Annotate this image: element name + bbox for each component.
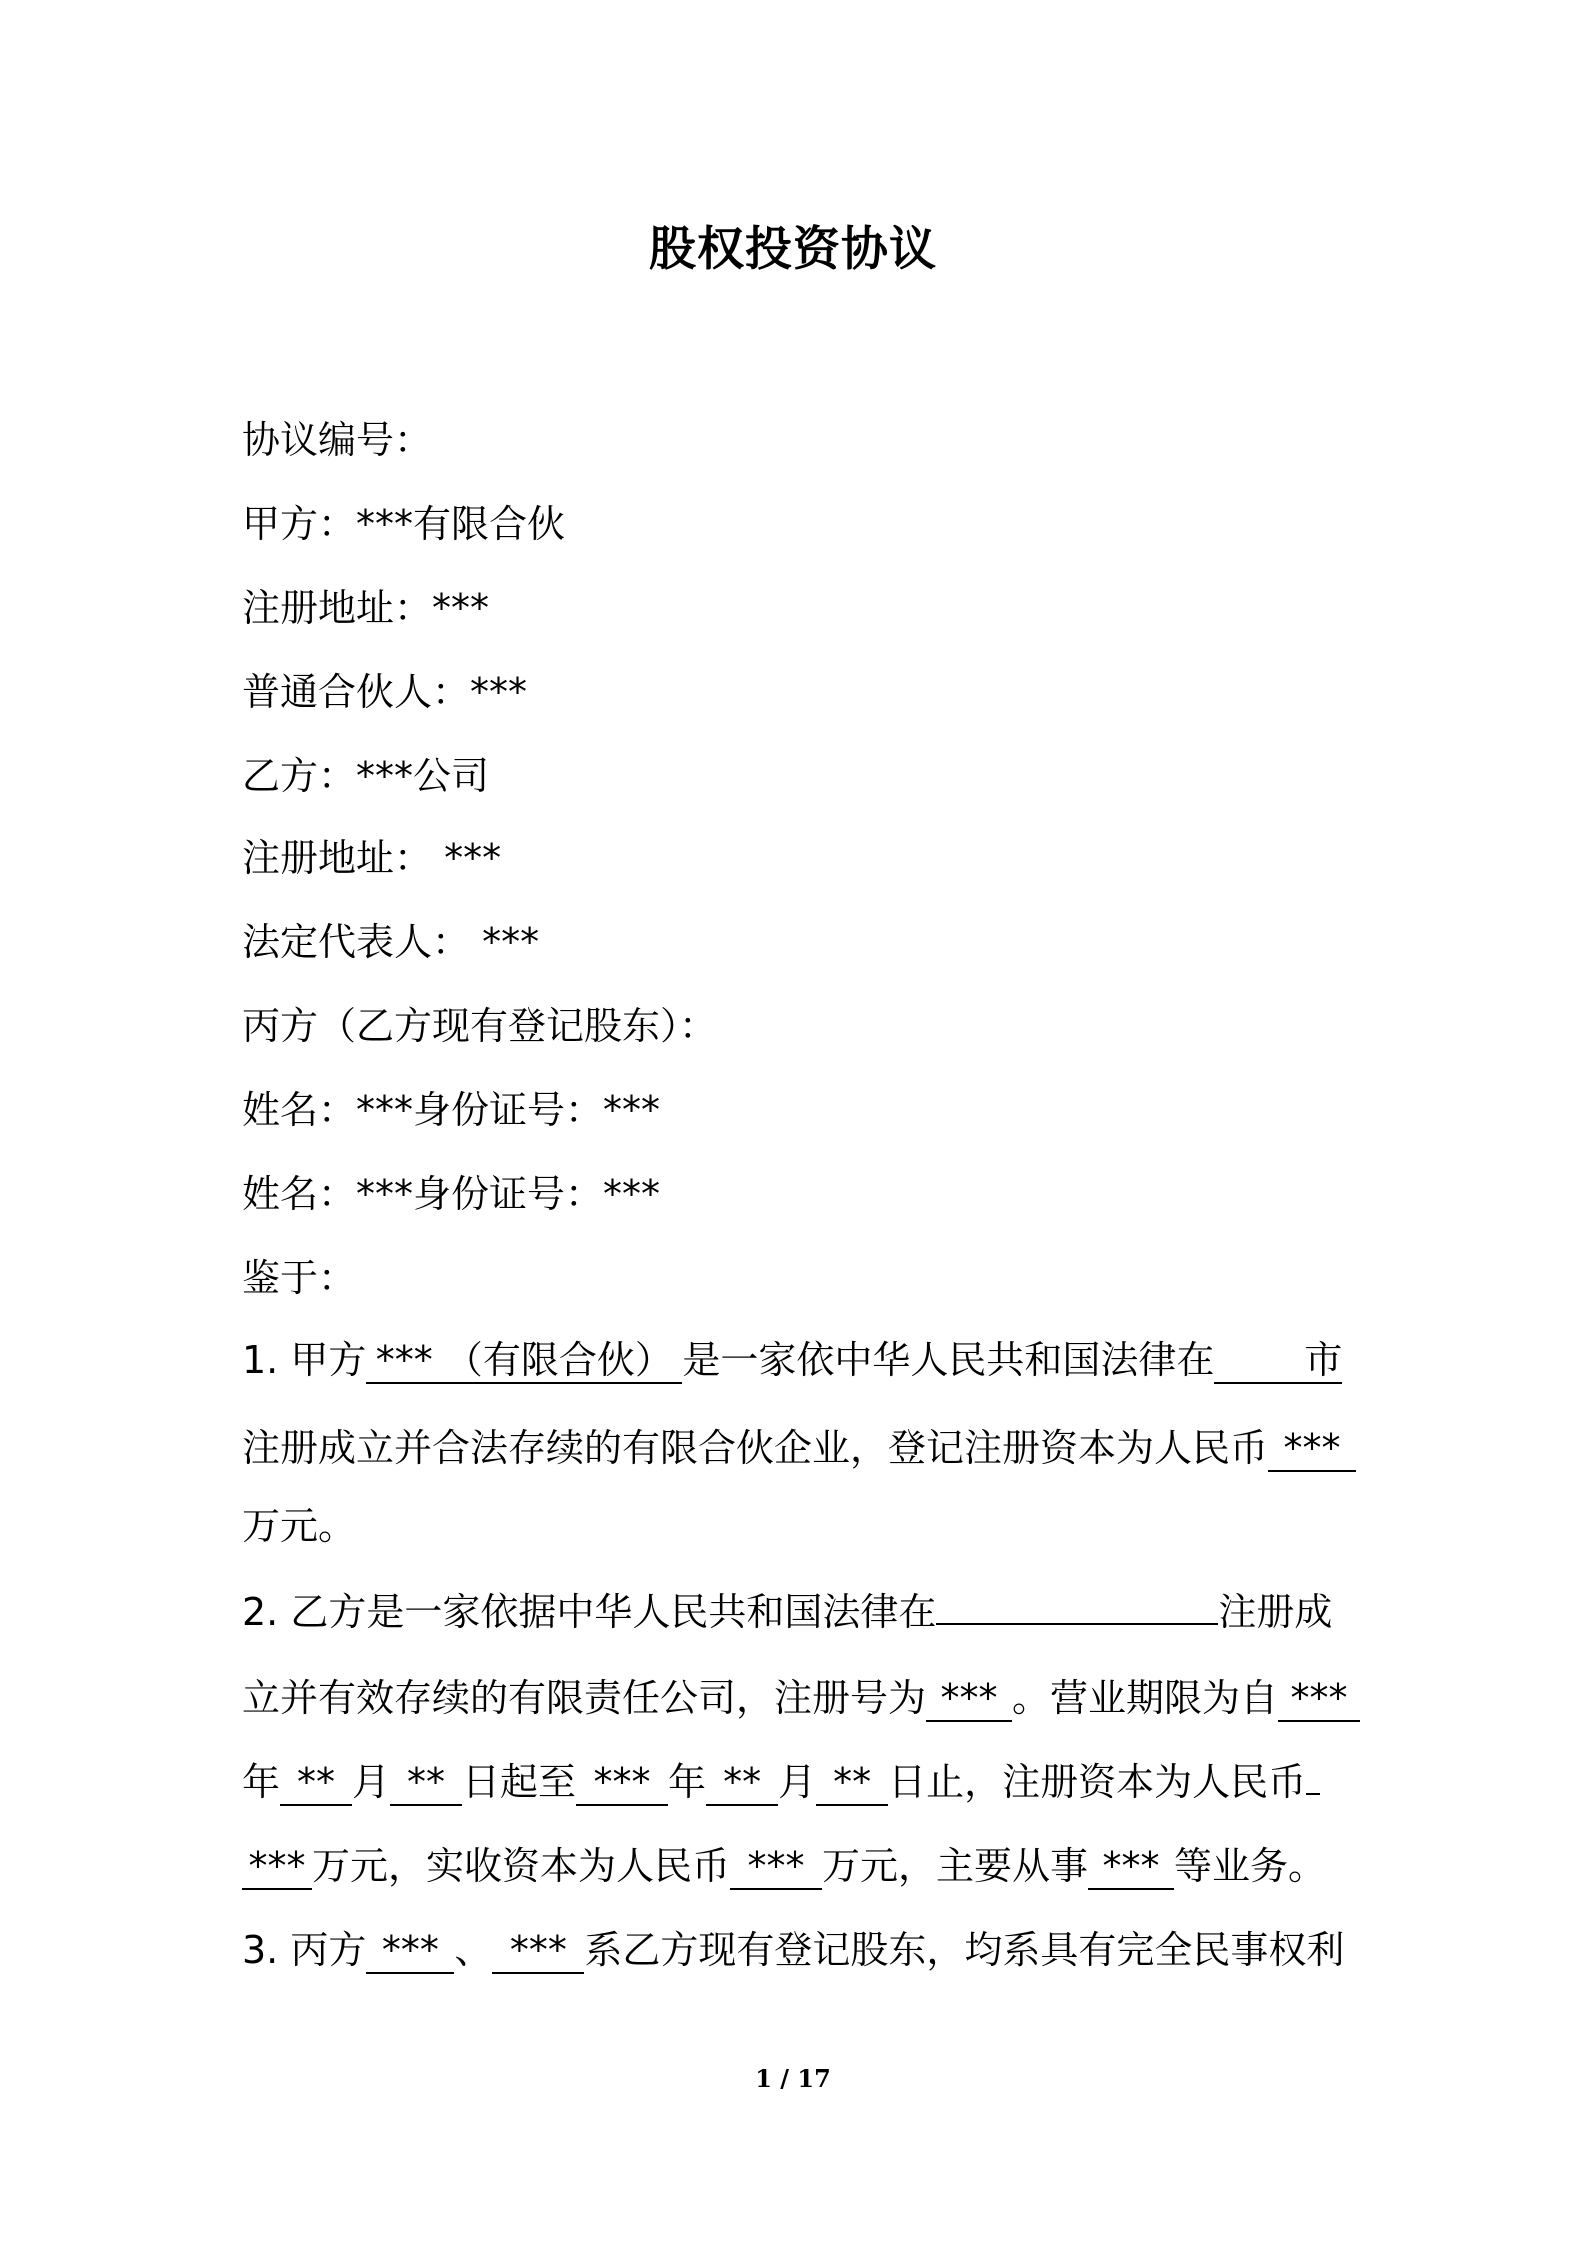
clause-text: 注册成 xyxy=(1218,1590,1333,1634)
clause-text: 月 xyxy=(352,1760,391,1804)
clause-1-line-3: 万元。 xyxy=(242,1504,357,1548)
fill-blank: *** xyxy=(242,1844,312,1890)
clause-text: 3. 丙方 xyxy=(242,1928,367,1972)
clause-text: 日起至 xyxy=(462,1760,577,1804)
clause-text: 万元，主要从事 xyxy=(822,1844,1089,1888)
clause-text: 万元，实收资本为人民币 xyxy=(312,1844,731,1888)
clause-text: 月 xyxy=(778,1760,817,1804)
clause-2-line-1 xyxy=(242,1588,1332,1636)
party-a-line: 甲方：***有限合伙 xyxy=(242,502,566,546)
fill-blank: ** xyxy=(816,1760,888,1806)
shareholder-line-2: 姓名：***身份证号：*** xyxy=(242,1172,661,1216)
fill-blank: *** xyxy=(1268,1426,1356,1472)
clause-text: 年 xyxy=(242,1760,281,1804)
clause-text: 注册成立并合法存续的有限合伙企业，登记注册资本为人民币 xyxy=(242,1426,1269,1470)
fill-blank: *** xyxy=(730,1844,822,1890)
clause-text: 年 xyxy=(668,1760,707,1804)
clause-text: 、 xyxy=(454,1928,493,1972)
fill-blank: *** xyxy=(576,1760,668,1806)
clause-3-line-1 xyxy=(242,1926,1344,1974)
party-c-heading: 丙方（乙方现有登记股东）： xyxy=(242,1004,718,1048)
fill-blank: *** xyxy=(366,1928,454,1974)
fill-blank: *** （有限合伙） xyxy=(366,1338,682,1384)
clause-text: 1. 甲方 xyxy=(242,1338,367,1382)
clause-1-line-1 xyxy=(242,1336,1342,1384)
fill-blank: ** xyxy=(390,1760,462,1806)
clause-1-line-2 xyxy=(242,1424,1356,1472)
party-a-address-line: 注册地址：*** xyxy=(242,586,490,630)
fill-blank: *** xyxy=(926,1676,1012,1722)
general-partner-line: 普通合伙人：*** xyxy=(242,670,528,714)
clause-text: 等业务。 xyxy=(1174,1844,1327,1888)
clause-2-line-4 xyxy=(242,1842,1326,1890)
fill-blank: ** xyxy=(706,1760,778,1806)
fill-blank: 市 xyxy=(1214,1338,1342,1384)
whereas-heading: 鉴于： xyxy=(242,1256,357,1300)
fill-blank: *** xyxy=(1088,1844,1174,1890)
fill-blank: *** xyxy=(1278,1676,1360,1722)
page-number: 1 / 17 xyxy=(755,2064,831,2093)
party-b-line: 乙方：***公司 xyxy=(242,754,490,798)
fill-blank: ** xyxy=(280,1760,352,1806)
shareholder-line-1: 姓名：***身份证号：*** xyxy=(242,1088,661,1132)
agreement-number-line: 协议编号： xyxy=(242,418,433,462)
clause-text: 系乙方现有登记股东，均系具有完全民事权利 xyxy=(584,1928,1345,1972)
clause-text: 立并有效存续的有限责任公司，注册号为 xyxy=(242,1676,927,1720)
party-b-address-line: 注册地址： *** xyxy=(242,836,502,880)
clause-text: 2. 乙方是一家依据中华人民共和国法律在 xyxy=(242,1590,937,1634)
clause-text: 是一家依中华人民共和国法律在 xyxy=(682,1338,1215,1382)
fill-blank xyxy=(936,1623,1218,1625)
fill-blank: *** xyxy=(492,1928,584,1974)
clause-text: 。营业期限为自 xyxy=(1012,1676,1279,1720)
document-title: 股权投资协议 xyxy=(649,222,937,277)
clause-text: 日止，注册资本为人民币 xyxy=(888,1760,1307,1804)
legal-representative-line: 法定代表人： *** xyxy=(242,920,540,964)
clause-2-line-2 xyxy=(242,1674,1360,1722)
clause-2-line-3 xyxy=(242,1758,1320,1806)
fill-blank xyxy=(1306,1793,1320,1795)
